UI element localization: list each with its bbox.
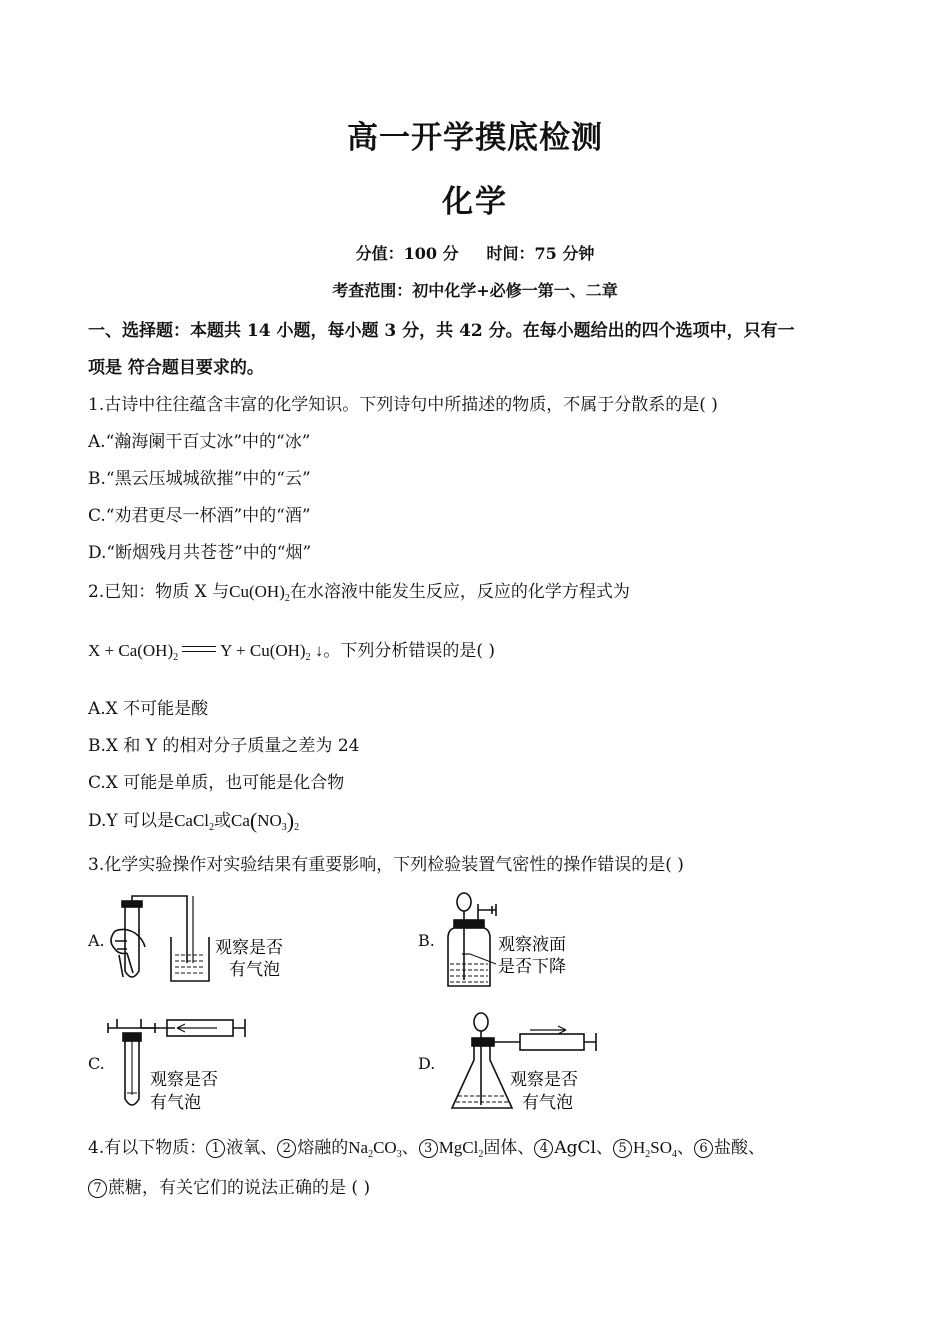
q2-question: 。下列分析错误的是( ) [323, 641, 495, 661]
q1-option-b: B.“黑云压城城欲摧”中的“云” [88, 469, 311, 489]
equation-products: Y + Cu(OH) [220, 641, 306, 660]
figure-b-bottle-funnel [440, 890, 600, 992]
formula-cacl2 [174, 811, 215, 833]
time-label: 时间：75 分钟 [486, 244, 595, 263]
formula-sub: 4 [672, 1149, 677, 1160]
formula-sub: 2 [294, 822, 300, 833]
precipitate-arrow: ↓ [314, 641, 324, 660]
q2-option-c: C.X 可能是单质，也可能是化合物 [88, 773, 345, 793]
circled-number-5: 5 [613, 1139, 632, 1158]
substance-4: AgCl、 [554, 1138, 613, 1158]
funnel-bulb [457, 893, 471, 911]
side-tube [478, 904, 496, 920]
score-label: 分值：100 分 [355, 244, 459, 263]
equals-sign [182, 646, 216, 652]
q2-equation-line [88, 636, 495, 661]
fig-d-label: D. [418, 1054, 436, 1073]
fig-a-caption-1: 观察是否 [215, 938, 283, 957]
fig-c-label: C. [88, 1054, 105, 1073]
stopper [122, 901, 142, 907]
formula-sub: 2 [173, 652, 179, 663]
funnel-bulb [474, 1013, 488, 1031]
q2-option-d [88, 806, 299, 834]
syringe-plunger [584, 1033, 596, 1051]
scope-line: 考查范围：初中化学+必修一第一、二章 [332, 281, 618, 300]
bottle [448, 928, 490, 986]
conical-flask [452, 1046, 512, 1108]
fig-a-caption-2: 有气泡 [229, 960, 280, 979]
formula-no3: NO [257, 811, 282, 830]
formula-sub: 2 [209, 822, 215, 833]
formula-co: CO [373, 1138, 397, 1157]
fig-d-caption-1: 观察是否 [510, 1070, 578, 1089]
substance-7-and-question: 蔗糖，有关它们的说法正确的是 ( ) [108, 1178, 371, 1198]
fig-b-caption-1: 观察液面 [498, 935, 566, 954]
substance-1: 液氧、 [226, 1138, 278, 1158]
fig-a-label: A. [88, 931, 105, 950]
bottle-stopper [454, 920, 484, 928]
q1-option-a: A.“瀚海阑干百丈冰”中的“冰” [88, 432, 311, 452]
fig-c-caption-2: 有气泡 [150, 1093, 201, 1112]
formula-cano32: $Ca(NO_3)_2$ [231, 808, 300, 833]
formula-sub: 3 [281, 822, 287, 833]
equation-left [88, 641, 179, 663]
formula-cuoh2-main: Cu(OH) [229, 582, 285, 601]
fig-b-caption-2: 是否下降 [498, 957, 566, 976]
fig-b-label: B. [418, 931, 435, 950]
equation-reactants: X + Ca(OH) [88, 641, 174, 660]
pointer-line [470, 954, 496, 964]
or-text: 或 [214, 811, 232, 831]
fig-c-caption-1: 观察是否 [150, 1070, 218, 1089]
q3-stem: 3.化学实验操作对实验结果有重要影响，下列检验装置气密性的操作错误的是( ) [88, 855, 684, 875]
beaker [171, 937, 209, 981]
substance-2-text: 熔融的 [297, 1138, 349, 1158]
circled-number-4: 4 [534, 1139, 553, 1158]
circled-number-7: 7 [88, 1179, 107, 1198]
q1-option-d: D.“断烟残月共苍苍”中的“烟” [88, 543, 312, 563]
q1-option-c: C.“劝君更尽一杯酒”中的“酒” [88, 506, 311, 526]
equation-right [220, 641, 324, 663]
test-tube [125, 905, 139, 977]
formula-sub: 2 [305, 652, 311, 663]
q2-stem-part1: 2.已知：物质 X 与 [88, 582, 230, 602]
syringe-plunger [233, 1019, 245, 1037]
formula-sub: 2 [284, 593, 290, 604]
formula-ca: Ca [231, 811, 250, 830]
section-heading-line2: 项是 符合题目要求的。 [88, 358, 264, 378]
formula-na2co3 [348, 1138, 402, 1160]
q2-option-b: B.X 和 Y 的相对分子质量之差为 24 [88, 736, 360, 756]
subject-title: 化学 [442, 184, 508, 220]
q1-stem: 1.古诗中往往蕴含丰富的化学知识。下列诗句中所描述的物质，不属于分散系的是( ) [88, 395, 718, 415]
score-time-line [0, 241, 950, 264]
q2-option-d-text: D.Y 可以是 [88, 811, 175, 831]
circled-number-2: 2 [277, 1139, 296, 1158]
formula-h2so4 [632, 1138, 677, 1160]
figure-a-test-tube-beaker [105, 893, 305, 988]
q4-stem-line1 [88, 1133, 765, 1158]
q2-stem-part2: 在水溶液中能发生反应，反应的化学方程式为 [289, 582, 630, 602]
formula-cuoh2 [229, 582, 290, 604]
circled-number-6: 6 [694, 1139, 713, 1158]
substance-6: 盐酸、 [714, 1138, 765, 1158]
formula-na: Na [348, 1138, 369, 1157]
formula-so: SO [650, 1138, 672, 1157]
figure-c-caption [150, 1065, 240, 1115]
q4-stem-line2 [88, 1173, 370, 1198]
circled-number-1: 1 [206, 1139, 225, 1158]
q2-option-a: A.X 不可能是酸 [88, 699, 209, 719]
formula-cacl2-main: CaCl [174, 811, 210, 830]
syringe-barrel [520, 1034, 584, 1050]
formula-sub: 3 [396, 1149, 402, 1160]
separator: 、 [677, 1138, 694, 1158]
exam-title: 高一开学摸底检测 [347, 120, 603, 156]
formula-h: H [632, 1138, 646, 1157]
formula-mgcl2 [438, 1138, 484, 1160]
separator: 、 [401, 1138, 419, 1158]
formula-sub: 2 [645, 1149, 651, 1160]
q2-stem [88, 577, 630, 602]
q4-stem-intro: 4.有以下物质： [88, 1138, 207, 1158]
fig-d-caption-2: 有气泡 [522, 1093, 573, 1112]
formula-sub: 2 [368, 1149, 374, 1160]
pull-arrow [530, 1026, 566, 1034]
formula-sub: 2 [478, 1149, 484, 1160]
push-arrow [177, 1024, 217, 1032]
formula-mgcl: MgCl [438, 1138, 479, 1157]
circled-number-3: 3 [419, 1139, 438, 1158]
figure-d-caption [510, 1065, 610, 1115]
substance-3-text: 固体、 [483, 1138, 535, 1158]
section-heading-line1: 一、选择题：本题共 14 小题，每小题 3 分，共 42 分。在每小题给出的四个选项中，只有一 [88, 321, 795, 341]
